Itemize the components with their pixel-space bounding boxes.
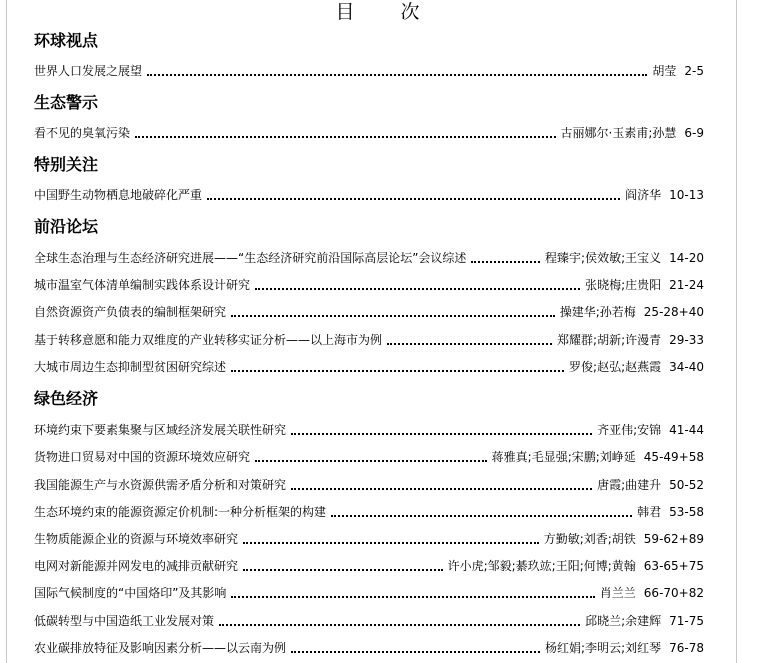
toc-entry[interactable]	[34, 502, 704, 520]
left-margin-line	[6, 0, 7, 663]
entry-title: 中国野生动物栖息地破碎化严重	[34, 188, 203, 202]
entry-title: 大城市周边生态抑制型贫困研究综述	[34, 360, 227, 374]
entry-authors: 唐霞;曲建升	[597, 478, 662, 492]
dot-leader	[231, 370, 564, 372]
entry-pages: 21-24	[669, 278, 704, 292]
entry-title: 农业碳排放特征及影响因素分析——以云南为例	[34, 641, 287, 655]
entry-pages: 25-28+40	[643, 305, 704, 319]
entry-title: 环境约束下要素集聚与区域经济发展关联性研究	[34, 423, 287, 437]
page-title: 目 次	[335, 1, 440, 23]
toc-entry[interactable]	[34, 357, 704, 375]
entry-pages: 71-75	[669, 614, 704, 628]
toc-entry[interactable]	[34, 248, 704, 266]
toc-entry[interactable]	[34, 123, 704, 141]
toc-entry[interactable]	[34, 61, 704, 79]
entry-authors: 程臻宇;侯效敏;王宝义	[545, 251, 662, 265]
dot-leader	[291, 651, 540, 653]
toc-entry[interactable]	[34, 420, 704, 438]
dot-leader	[387, 343, 552, 345]
entry-title: 基于转移意愿和能力双维度的产业转移实证分析——以上海市为例	[34, 333, 383, 347]
section-heading: 环球视点	[34, 31, 99, 50]
section-heading: 特别关注	[34, 155, 99, 174]
dot-leader	[255, 288, 580, 290]
toc-entry[interactable]	[34, 447, 704, 465]
entry-authors: 罗俊;赵弘;赵燕霞	[569, 360, 662, 374]
dot-leader	[471, 261, 540, 263]
entry-title: 生物质能源企业的资源与环境效率研究	[34, 532, 239, 546]
entry-title: 国际气候制度的“中国烙印”及其影响	[34, 586, 227, 600]
entry-pages: 14-20	[669, 251, 704, 265]
entry-pages: 34-40	[669, 360, 704, 374]
entry-pages: 53-58	[669, 505, 704, 519]
dot-leader	[291, 488, 592, 490]
entry-authors: 古丽娜尔·玉素甫;孙慧	[560, 126, 677, 140]
entry-title: 低碳转型与中国造纸工业发展对策	[34, 614, 215, 628]
entry-authors: 邱晓兰;余建辉	[585, 614, 662, 628]
dot-leader	[147, 74, 647, 76]
entry-pages: 63-65+75	[643, 559, 704, 573]
toc-entry[interactable]	[34, 475, 704, 493]
entry-authors: 杨红娟;李明云;刘红琴	[545, 641, 662, 655]
entry-authors: 许小虎;邹毅;綦玖竑;王阳;何博;黄翰	[447, 559, 636, 573]
dot-leader	[243, 542, 539, 544]
entry-authors: 蒋雅真;毛显强;宋鹏;刘峥延	[491, 450, 636, 464]
dot-leader	[231, 315, 555, 317]
entry-authors: 齐亚伟;安锦	[597, 423, 662, 437]
entry-pages: 2-5	[684, 64, 704, 78]
toc-entry[interactable]	[34, 611, 704, 629]
entry-title: 全球生态治理与生态经济研究进展——“生态经济研究前沿国际高层论坛”会议综述	[34, 251, 467, 265]
dot-leader	[243, 569, 443, 571]
entry-authors: 郑耀群;胡新;许漫青	[557, 333, 662, 347]
dot-leader	[231, 596, 594, 598]
entry-title: 城市温室气体清单编制实践体系设计研究	[34, 278, 251, 292]
dot-leader	[207, 198, 620, 200]
toc-entry[interactable]	[34, 275, 704, 293]
toc-entry[interactable]	[34, 529, 704, 547]
toc-entry[interactable]	[34, 583, 704, 601]
entry-title: 自然资源资产负债表的编制框架研究	[34, 305, 227, 319]
toc-entry[interactable]	[34, 330, 704, 348]
section-heading: 绿色经济	[34, 389, 99, 408]
toc-entry[interactable]	[34, 185, 704, 203]
dot-leader	[135, 136, 556, 138]
section-heading: 前沿论坛	[34, 217, 99, 236]
entry-title: 生态环境约束的能源资源定价机制:一种分析框架的构建	[34, 505, 327, 519]
entry-pages: 10-13	[669, 188, 704, 202]
toc-entry[interactable]	[34, 638, 704, 656]
entry-pages: 50-52	[669, 478, 704, 492]
entry-title: 看不见的臭氧污染	[34, 126, 131, 140]
entry-authors: 张晓梅;庄贵阳	[585, 278, 662, 292]
entry-authors: 方勤敏;刘香;胡铁	[543, 532, 636, 546]
entry-title: 我国能源生产与水资源供需矛盾分析和对策研究	[34, 478, 287, 492]
dot-leader	[291, 433, 592, 435]
entry-pages: 76-78	[669, 641, 704, 655]
entry-title: 世界人口发展之展望	[34, 64, 143, 78]
entry-pages: 59-62+89	[643, 532, 704, 546]
entry-pages: 66-70+82	[643, 586, 704, 600]
entry-authors: 韩君	[637, 505, 662, 519]
entry-title: 电网对新能源并网发电的减排贡献研究	[34, 559, 239, 573]
dot-leader	[331, 515, 632, 517]
dot-leader	[219, 624, 580, 626]
entry-authors: 操建华;孙若梅	[559, 305, 636, 319]
toc-entry[interactable]	[34, 302, 704, 320]
entry-title: 货物进口贸易对中国的资源环境效应研究	[34, 450, 251, 464]
entry-pages: 45-49+58	[643, 450, 704, 464]
entry-pages: 29-33	[669, 333, 704, 347]
toc-entry[interactable]	[34, 556, 704, 574]
entry-pages: 41-44	[669, 423, 704, 437]
entry-authors: 阎济华	[625, 188, 662, 202]
section-heading: 生态警示	[34, 93, 99, 112]
right-margin-line	[736, 0, 737, 663]
entry-pages: 6-9	[684, 126, 704, 140]
entry-authors: 肖兰兰	[599, 586, 636, 600]
dot-leader	[255, 460, 487, 462]
entry-authors: 胡莹	[652, 64, 677, 78]
